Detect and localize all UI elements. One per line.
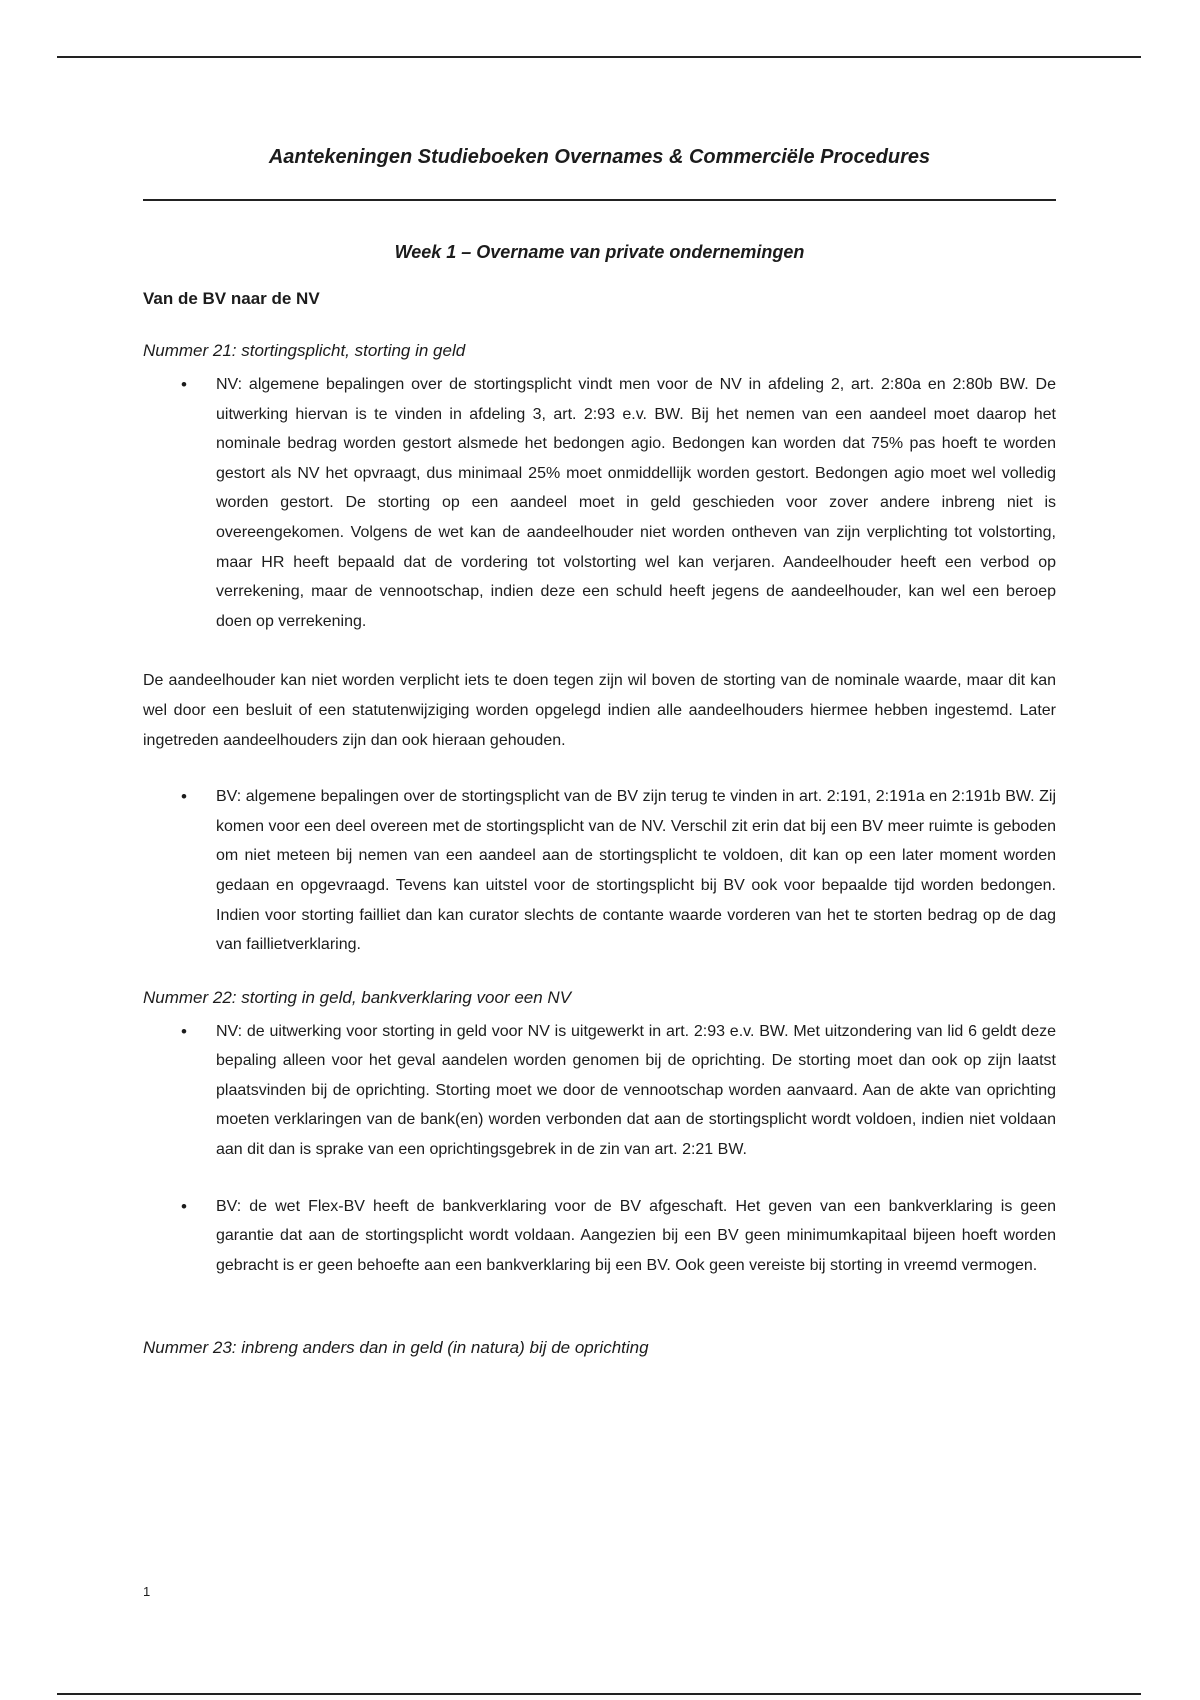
title-rule <box>143 199 1056 201</box>
number-21-heading: Nummer 21: stortingsplicht, storting in geld <box>143 341 466 360</box>
number-22-heading: Nummer 22: storting in geld, bankverklaring voor een NV <box>143 987 572 1007</box>
list-item <box>143 1017 1056 1165</box>
bullet-text-bv-stortingsplicht: BV: algemene bepalingen over de stortingsplicht van de BV zijn terug te vinden in art. 2:191, 2:191a en 2:191b BW. Zij komen voor een deel overeen met de stortingsplicht van de NV. Verschil zit erin dat bij een BV meer ruimte is geboden om niet meteen bij nemen van een aandeel aan de stortingsplicht te voldoen, dit kan op een later moment worden gedaan en opgevraagd. Tevens kan uitstel voor de stortingsplicht bij BV ook voor bepaalde tijd worden bedongen. Indien voor storting failliet dan kan curator slechts de contante waarde vorderen van het te storten bedrag op de dag van faillietverklaring. <box>216 788 1056 954</box>
bullet-icon: • <box>181 1196 187 1216</box>
page-number: 1 <box>143 1584 151 1599</box>
section-heading: Van de BV naar de NV <box>143 289 320 308</box>
bullet-text-nv-bankverklaring: NV: de uitwerking voor storting in geld voor NV is uitgewerkt in art. 2:93 e.v. BW. Met uitzondering van lid 6 geldt deze bepaling alleen voor het geval aandelen worden genomen bij de oprichting. De storting moet dan ook op zijn laatst plaatsvinden bij de oprichting. Storting moet we door de vennootschap worden aanvaard. Aan de akte van oprichting moeten verklaringen van de bank(en) worden verbonden dat aan de stortingsplicht wordt voldoen, indien niet voldaan aan dit dan is sprake van een oprichtingsgebrek in de zin van art. 2:21 BW. <box>216 1022 1056 1159</box>
header-rule <box>57 56 1141 58</box>
list-item <box>143 370 1056 636</box>
number-23-heading: Nummer 23: inbreng anders dan in geld (in natura) bij de oprichting <box>143 1338 649 1358</box>
week-title: Week 1 – Overname van private ondernemingen <box>394 242 805 262</box>
list-item <box>143 782 1056 960</box>
bullet-text-nv-stortingsplicht: NV: algemene bepalingen over de stortingsplicht vindt men voor de NV in afdeling 2, art. 2:80a en 2:80b BW. De uitwerking hiervan is te vinden in afdeling 3, art. 2:93 e.v. BW. Bij het nemen van een aandeel moet daarop het nominale bedrag worden gestort alsmede het bedongen agio. Bedongen kan worden dat 75% pas hoeft te worden gestort als NV het opvraagt, dus minimaal 25% moet onmiddellijk worden gestort. Bedongen agio moet wel volledig worden gestort. De storting op een aandeel moet in geld geschieden voor zover andere inbreng niet is overeengekomen. Volgens de wet kan de aandeelhouder niet worden ontheven van zijn verplichting tot volstorting, maar HR heeft bepaald dat de vordering tot volstorting wel kan verjaren. Aandeelhouder heeft een verbod op verrekening, maar de vennootschap, indien deze een schuld heeft jegens de aandeelhouder, kan wel een beroep doen op verrekening. <box>216 376 1056 630</box>
bullet-icon: • <box>181 1021 187 1041</box>
body-paragraph: De aandeelhouder kan niet worden verplicht iets te doen tegen zijn wil boven de storting van de nominale waarde, maar dit kan wel door een besluit of een statutenwijziging worden opgelegd indien alle aandeelhouders hiermee hebben ingestemd. Later ingetreden aandeelhouders zijn dan ook hieraan gehouden. <box>143 672 1056 749</box>
document-title: Aantekeningen Studieboeken Overnames & Commerciële Procedures <box>268 146 931 168</box>
list-item <box>143 1192 1056 1281</box>
bullet-text-bv-bankverklaring: BV: de wet Flex-BV heeft de bankverklaring voor de BV afgeschaft. Het geven van een bankverklaring is geen garantie dat aan de stortingsplicht wordt voldaan. Aangezien bij een BV geen minimumkapitaal bijeen hoeft worden gebracht is er geen behoefte aan een bankverklaring bij een BV. Ook geen vereiste bij storting in vreemd vermogen. <box>216 1197 1056 1274</box>
bullet-icon: • <box>181 787 187 807</box>
footer-rule <box>57 1693 1141 1695</box>
document-body <box>143 140 1056 1361</box>
bullet-icon: • <box>181 375 187 394</box>
